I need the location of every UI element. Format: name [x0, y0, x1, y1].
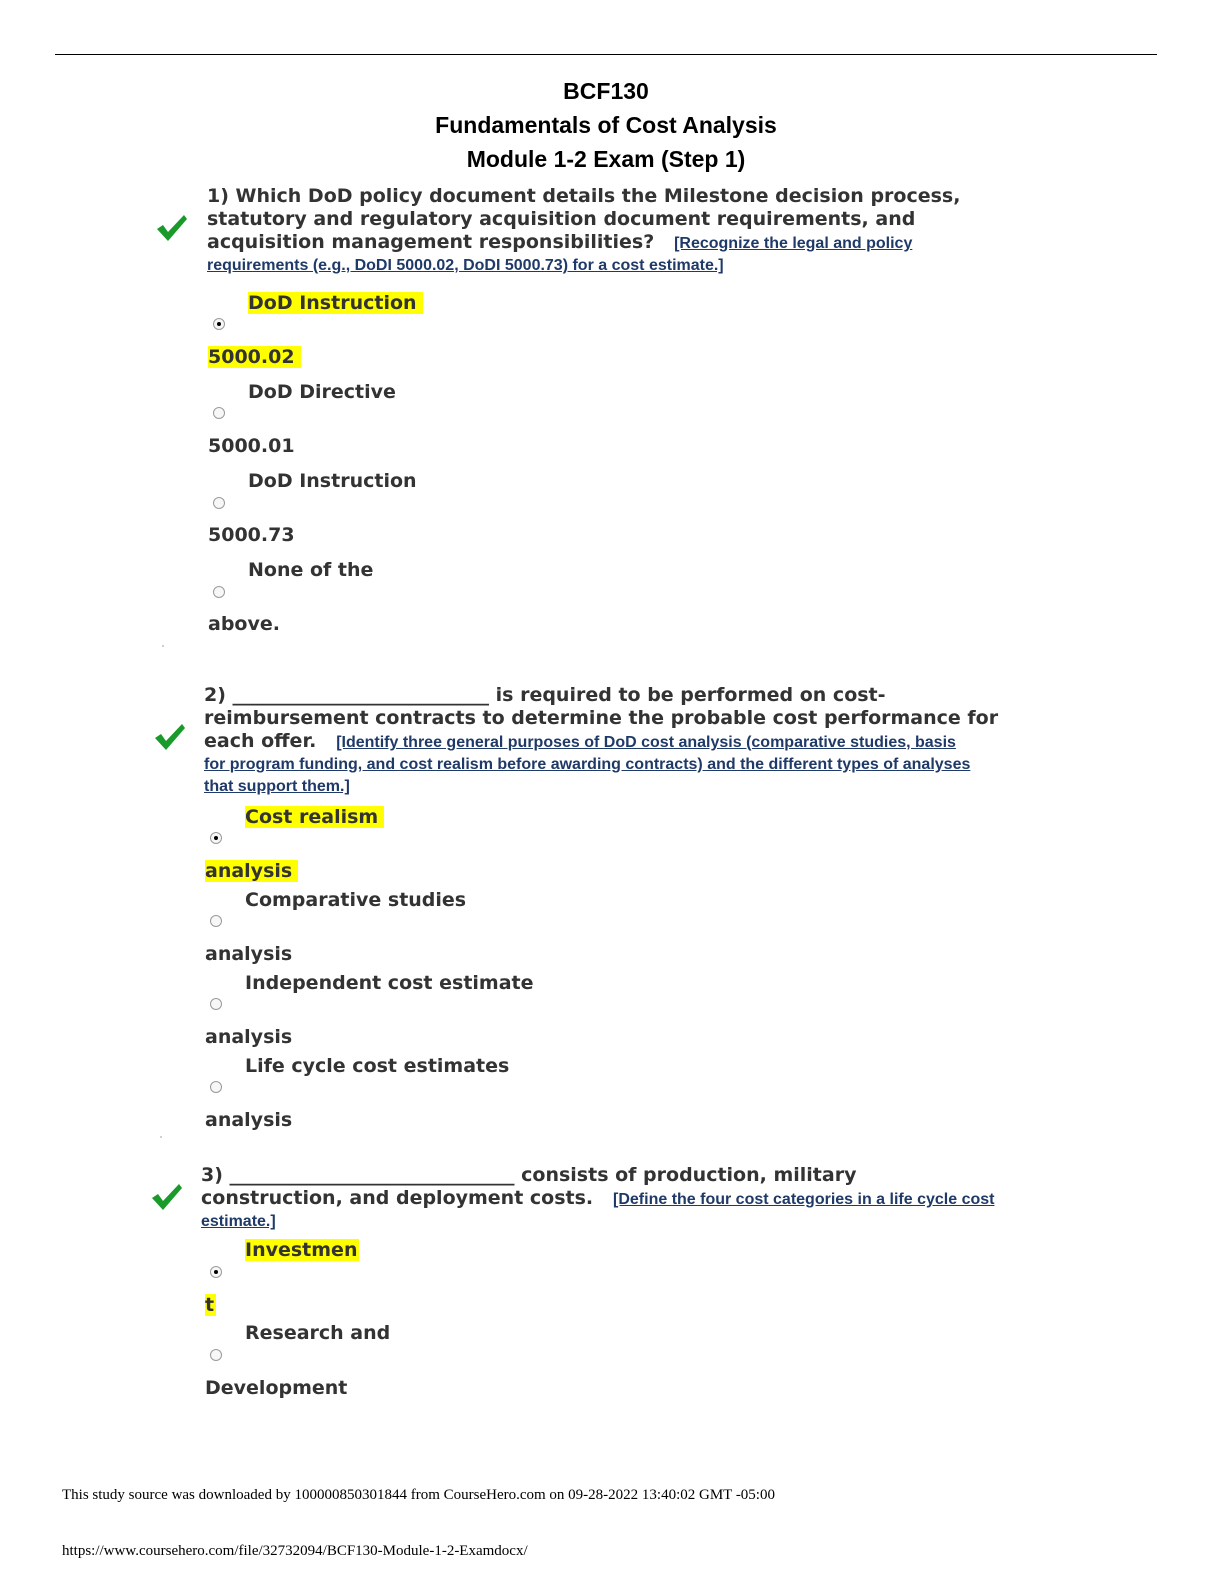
- option-radio[interactable]: [213, 407, 225, 419]
- option-label: [245, 1238, 359, 1262]
- question-2: [204, 684, 1074, 798]
- top-rule: [55, 54, 1157, 55]
- course-title: Fundamentals of Cost Analysis: [435, 112, 777, 138]
- question-text-line: 3) ______________________________ consists of production, military: [201, 1164, 857, 1186]
- separator-dot: [162, 645, 164, 647]
- objective-link[interactable]: [Identify three general purposes of DoD cost analysis (comparative studies, basis: [336, 734, 956, 751]
- option-label: above.: [208, 613, 280, 635]
- selected-answer-highlight: DoD Instruction: [248, 292, 423, 314]
- question-text-line: 2) ___________________________ is required to be performed on cost-: [204, 684, 886, 706]
- option-label: analysis: [205, 943, 293, 965]
- option-label: [208, 345, 301, 369]
- question-text-line: reimbursement contracts to determine the probable cost performance for: [204, 707, 999, 729]
- option-label: analysis: [205, 1109, 293, 1131]
- selected-answer-highlight: 5000.02: [208, 346, 301, 368]
- exam-title: Module 1-2 Exam (Step 1): [466, 146, 746, 172]
- objective-link[interactable]: that support them.]: [204, 778, 350, 795]
- objective-link[interactable]: for program funding, and cost realism before awarding contracts) and the different types of analyses: [204, 756, 971, 773]
- option-label: [248, 291, 423, 315]
- option-label: [205, 1293, 216, 1317]
- source-url[interactable]: https://www.coursehero.com/file/32732094/BCF130-Module-1-2-Examdocx/: [62, 1543, 528, 1559]
- option-label: Life cycle cost estimates: [245, 1055, 510, 1077]
- question-text-line: acquisition management responsibilities?: [207, 231, 655, 253]
- objective-link[interactable]: [Recognize the legal and policy: [674, 235, 913, 252]
- separator-dot: [160, 1136, 162, 1138]
- option-label: [245, 805, 384, 829]
- selected-answer-highlight: Cost realism: [245, 806, 384, 828]
- option-radio[interactable]: [210, 1081, 222, 1093]
- question-1: [207, 185, 1087, 277]
- option-label: [205, 859, 298, 883]
- option-radio[interactable]: [210, 1349, 222, 1361]
- question-text-line: 1) Which DoD policy document details the Milestone decision process,: [207, 185, 961, 207]
- checkmark-icon: [153, 721, 187, 753]
- objective-link[interactable]: [Define the four cost categories in a life cycle cost: [613, 1191, 995, 1208]
- option-radio[interactable]: [213, 497, 225, 509]
- option-label: analysis: [205, 1026, 293, 1048]
- option-radio-selected[interactable]: [210, 1266, 222, 1278]
- option-radio[interactable]: [210, 915, 222, 927]
- course-code: BCF130: [563, 78, 649, 104]
- option-label: 5000.73: [208, 524, 295, 546]
- title-block: [0, 74, 1212, 176]
- option-label: DoD Instruction: [248, 470, 417, 492]
- option-label: Comparative studies: [245, 889, 467, 911]
- checkmark-icon: [155, 212, 189, 244]
- download-note: This study source was downloaded by 100000850301844 from CourseHero.com on 09-28-2022 13:40:02 GMT -05:00: [62, 1487, 775, 1503]
- option-label: 5000.01: [208, 435, 295, 457]
- option-radio-selected[interactable]: [210, 832, 222, 844]
- option-radio-selected[interactable]: [213, 318, 225, 330]
- selected-answer-highlight: Investmen: [245, 1239, 358, 1261]
- objective-link[interactable]: estimate.]: [201, 1213, 276, 1230]
- question-text-line: statutory and regulatory acquisition document requirements, and: [207, 208, 916, 230]
- selected-answer-highlight: t: [205, 1294, 215, 1316]
- option-label: DoD Directive: [248, 381, 396, 403]
- option-label: None of the: [248, 559, 374, 581]
- option-label: Research and: [245, 1322, 391, 1344]
- option-radio[interactable]: [213, 586, 225, 598]
- question-3: [201, 1164, 1081, 1233]
- option-label: Development: [205, 1377, 348, 1399]
- selected-answer-highlight: analysis: [205, 860, 298, 882]
- checkmark-icon: [150, 1181, 184, 1213]
- option-radio[interactable]: [210, 998, 222, 1010]
- question-text-line: construction, and deployment costs.: [201, 1187, 594, 1209]
- objective-link[interactable]: requirements (e.g., DoDI 5000.02, DoDI 5000.73) for a cost estimate.]: [207, 257, 724, 274]
- option-label: Independent cost estimate: [245, 972, 534, 994]
- question-text-line: each offer.: [204, 730, 317, 752]
